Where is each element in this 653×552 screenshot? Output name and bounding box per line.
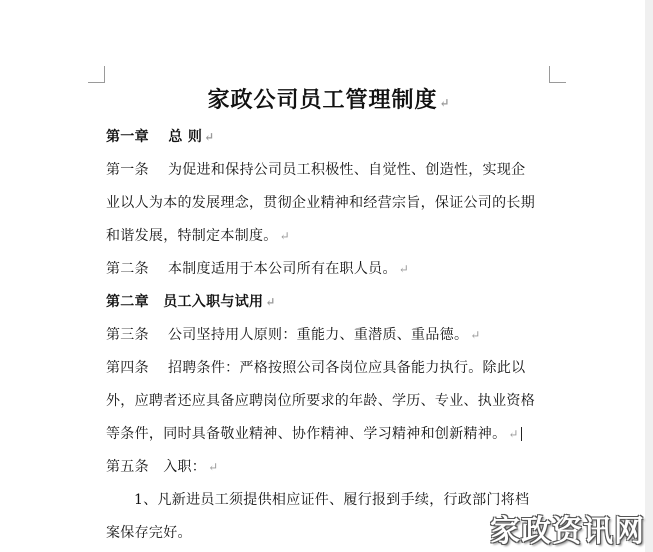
text-line	[106, 187, 552, 220]
chapter-heading	[106, 286, 552, 319]
line-text: 和谐发展，特制定本制度。	[106, 228, 278, 244]
text-line	[106, 220, 552, 253]
chapter-heading	[106, 121, 552, 154]
text-line	[106, 154, 552, 187]
paragraph-mark-icon: ↵	[398, 262, 410, 276]
document-title	[106, 84, 552, 119]
text-line	[106, 418, 552, 451]
text-line	[106, 319, 552, 352]
paragraph-mark-icon: ↵	[208, 460, 219, 474]
line-text: 第二章 员工入职与试用	[106, 294, 264, 310]
paragraph-mark-icon: ↵	[279, 229, 290, 243]
text-line	[106, 385, 552, 418]
line-text: 第二条 本制度适用于本公司所有在职人员。	[106, 261, 397, 277]
paragraph-mark-icon: ↵	[439, 96, 451, 110]
document-title-text: 家政公司员工管理制度	[207, 87, 438, 113]
margin-corner-right-icon	[549, 66, 566, 83]
document-lines	[106, 121, 552, 550]
line-text: 第四条 招聘条件：严格按照公司各岗位应具备能力执行。除此以	[106, 360, 526, 376]
document-body[interactable]	[106, 84, 552, 550]
paragraph-mark-icon: ↵	[204, 130, 215, 144]
text-line	[106, 517, 552, 550]
paragraph-mark-icon: ↵	[508, 427, 519, 441]
line-text: 案保存完好。	[106, 525, 192, 541]
text-cursor-icon	[521, 427, 522, 441]
line-text: 第一章 总 则	[106, 129, 203, 145]
margin-corner-left-icon	[88, 66, 105, 83]
line-text: 第一条 为促进和保持公司员工积极性、自觉性、创造性，实现企	[106, 162, 526, 178]
text-line	[106, 253, 552, 286]
line-text: 等条件，同时具备敬业精神、协作精神、学习精神和创新精神。	[106, 426, 507, 442]
line-text: 第五条 入职：	[106, 459, 207, 475]
line-text: 业以人为本的发展理念，贯彻企业精神和经营宗旨，保证公司的长期	[106, 195, 535, 211]
paragraph-mark-icon: ↵	[265, 295, 276, 309]
paragraph-mark-icon: ↵	[470, 328, 481, 342]
line-text: 1、凡新进员工须提供相应证件、履行报到手续，行政部门将档	[134, 492, 530, 508]
text-line	[106, 484, 552, 517]
line-text: 外，应聘者还应具备应聘岗位所要求的年龄、学历、专业、执业资格	[106, 393, 535, 409]
line-text: 第三条 公司坚持用人原则：重能力、重潜质、重品德。	[106, 327, 469, 343]
text-line	[106, 451, 552, 484]
scroll-gutter[interactable]	[645, 0, 653, 552]
site-watermark: 家政资讯网	[490, 514, 645, 549]
text-line	[106, 352, 552, 385]
